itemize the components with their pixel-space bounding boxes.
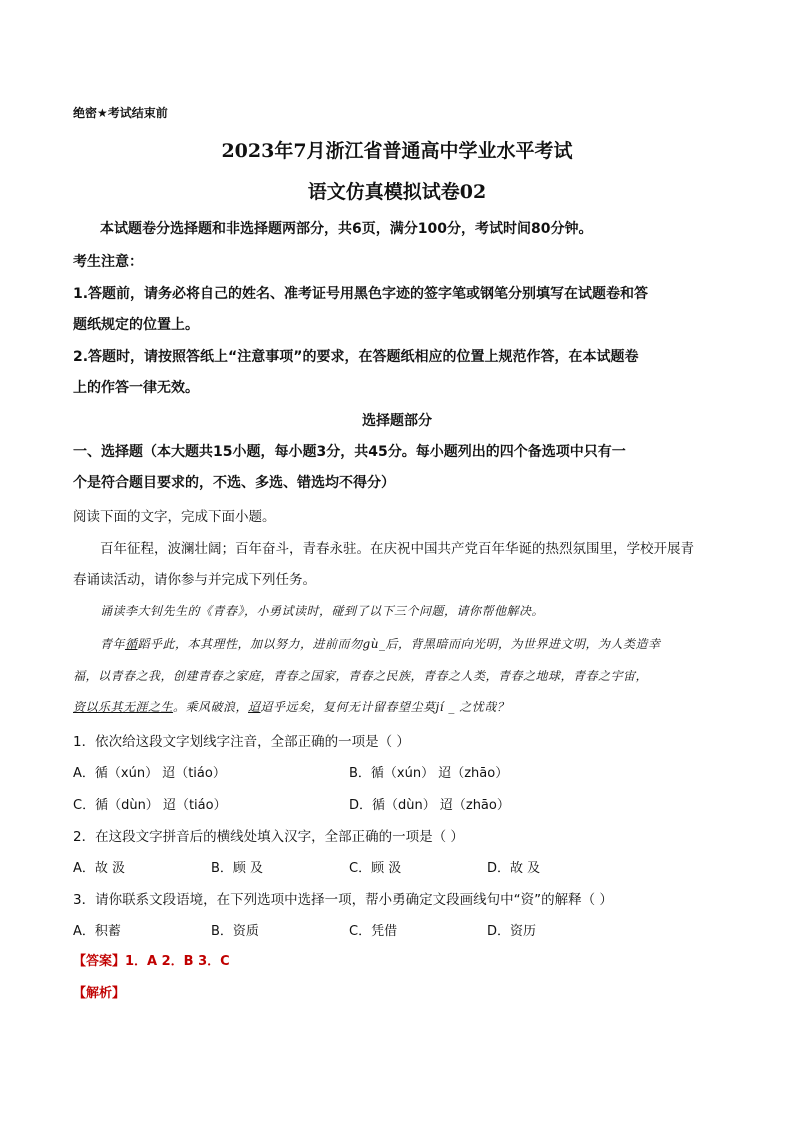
notice-item-2-cont: 上的作答一律无效。 <box>73 380 199 396</box>
reading-instruction: 阅读下面的文字，完成下面小题。 <box>73 509 276 525</box>
exam-subtitle: 语文仿真模拟试卷02 <box>307 181 487 203</box>
question-3-option-d[interactable]: D．资历 <box>487 924 537 939</box>
question-3-option-c[interactable]: C．凭借 <box>349 924 398 939</box>
notice-item-2: 2.答题时，请按照答纸上“注意事项”的要求，在答题纸相应的位置上规范作答，在本试题卷 <box>73 349 639 365</box>
question-2-option-a[interactable]: A．故 汲 <box>73 861 126 876</box>
question-2-option-d[interactable]: D．故 及 <box>487 861 541 876</box>
notice-item-1-cont: 题纸规定的位置上。 <box>73 317 199 333</box>
analysis-heading: 【解析】 <box>73 986 126 1001</box>
question-1-option-c[interactable]: C．循（dùn） 迢（tiáo） <box>73 798 227 813</box>
secret-label: 绝密★考试结束前 <box>73 106 168 120</box>
question-1-stem: 1．依次给这段文字划线字注音，全部正确的一项是（ ） <box>73 734 410 750</box>
underlined-char: 循 <box>125 637 138 651</box>
poem-line: 福，以青春之我，创建青春之家庭，青春之国家，青春之民族，青春之人类，青春之地球，青春之宇宙， <box>73 669 649 683</box>
poem-line: 青年循蹈乎此，本其理性，加以努力，进前而勿gù_后，背黑暗而向光明，为世界进文明，为人类造幸 <box>100 637 661 651</box>
underlined-sentence: 资以乐其无涯之生 <box>73 700 174 714</box>
part1-instructions: 一、选择题（本大题共15小题，每小题3分，共45分。每小题列出的四个备选项中只有一 <box>73 444 626 460</box>
question-1-option-d[interactable]: D．循（dùn） 迢（zhāo） <box>349 798 510 813</box>
intro-text: 本试题卷分选择题和非选择题两部分，共6页，满分100分，考试时间80分钟。 <box>100 221 593 237</box>
question-3-option-a[interactable]: A．积蓄 <box>73 924 121 939</box>
question-2-option-c[interactable]: C．顾 汲 <box>349 861 402 876</box>
underlined-char: 迢 <box>248 700 261 714</box>
notice-heading: 考生注意： <box>73 254 143 270</box>
part1-instructions-cont: 个是符合题目要求的，不选、多选、错选均不得分） <box>73 475 395 491</box>
question-3-stem: 3．请你联系文段语境，在下列选项中选择一项，帮小勇确定文段画线句中“资”的解释（ ） <box>73 892 613 908</box>
reading-paragraph-cont: 春诵读活动，请你参与并完成下列任务。 <box>73 572 316 588</box>
question-2-stem: 2．在这段文字拼音后的横线处填入汉字，全部正确的一项是（ ） <box>73 829 464 845</box>
answer-line: 【答案】1．A 2．B 3．C <box>73 954 230 969</box>
poem-line: 资以乐其无涯之生。乘风破浪，迢迢乎远矣，复何无计留春望尘莫jí _ 之忧哉？ <box>73 700 510 714</box>
reading-paragraph: 百年征程，波澜壮阔；百年奋斗，青春永驻。在庆祝中国共产党百年华诞的热烈氛围里，学校开展青 <box>100 541 694 557</box>
question-3-option-b[interactable]: B．资质 <box>211 924 259 939</box>
section-title: 选择题部分 <box>362 413 432 429</box>
notice-item-1: 1.答题前，请务必将自己的姓名、准考证号用黑色字迹的签字笔或钢笔分别填写在试题卷和答 <box>73 286 649 302</box>
question-2-option-b[interactable]: B．顾 及 <box>211 861 264 876</box>
question-1-option-a[interactable]: A．循（xún） 迢（tiáo） <box>73 766 226 781</box>
poem-intro: 诵读李大钊先生的《青春》，小勇试读时，碰到了以下三个问题，请你帮他解决。 <box>100 604 545 618</box>
question-1-option-b[interactable]: B．循（xún） 迢（zhāo） <box>349 766 509 781</box>
exam-title: 2023年7月浙江省普通高中学业水平考试 <box>221 140 573 162</box>
